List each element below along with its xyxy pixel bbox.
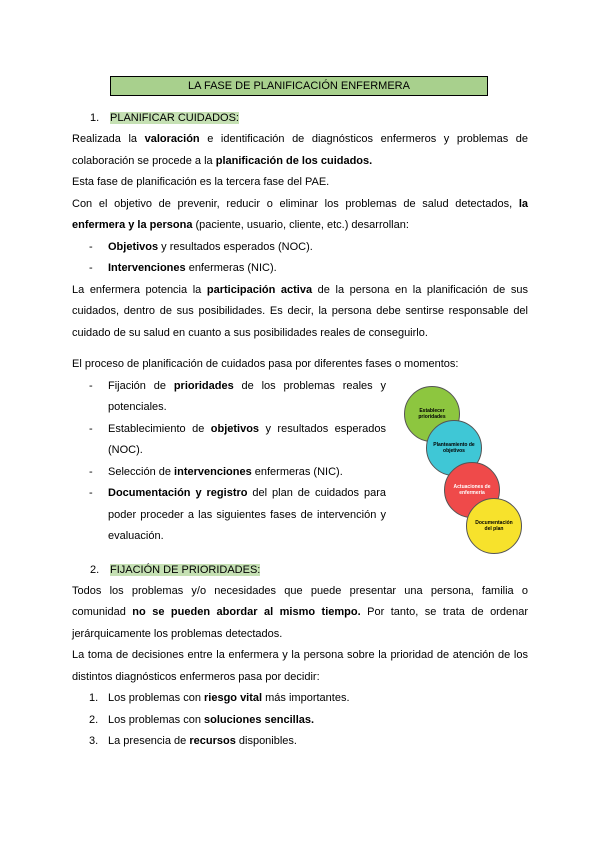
paragraph: cuidados, dentro de sus posibilidades. Es decir, la persona debe sentirse responsable del: [72, 305, 528, 317]
text: Por tanto, se trata de ordenar: [360, 606, 528, 618]
text: Selección de: [108, 465, 175, 478]
section-1-heading: [72, 108, 528, 129]
goals-list: [72, 237, 528, 280]
bold-text: objetivos: [210, 422, 260, 435]
paragraph: [72, 280, 528, 302]
section-2-title: FIJACIÓN DE PRIORIDADES:: [110, 563, 261, 576]
paragraph: El proceso de planificación de cuidados pasa por diferentes fases o momentos:: [72, 358, 459, 370]
section-2-number: 2.: [90, 563, 100, 576]
phase-circle-priorities: Establecer prioridades: [404, 386, 460, 442]
dash: -: [89, 487, 93, 499]
text: Los problemas con: [108, 713, 204, 726]
list-item: [72, 688, 528, 710]
document-page: [72, 76, 528, 753]
text: Los problemas con: [108, 692, 204, 704]
paragraph: distintos diagnósticos enfermeros pasa por decidir:: [72, 670, 320, 683]
text: La enfermera potencia la: [72, 283, 207, 296]
dash: -: [89, 262, 93, 274]
dash: -: [89, 240, 93, 253]
text: (paciente, usuario, cliente, etc.) desarrollan:: [192, 219, 409, 231]
list-number: 3.: [89, 735, 99, 747]
text: más importantes.: [262, 692, 350, 704]
section-1-title: PLANIFICAR CUIDADOS:: [110, 112, 239, 124]
text: Con el objetivo de prevenir, reducir o eliminar los problemas de salud detectados,: [72, 197, 519, 210]
bold-text: no se pueden abordar al mismo tiempo.: [132, 606, 361, 618]
paragraph: [72, 151, 528, 173]
text: enfermeras (NIC).: [185, 262, 277, 274]
text: y resultados esperados (NOC).: [108, 422, 386, 456]
paragraph: La toma de decisiones entre la enfermera y la persona sobre la prioridad de atención de los: [72, 649, 528, 661]
paragraph: Esta fase de planificación es la tercera fase del PAE.: [72, 176, 330, 188]
text: Establecimiento de: [108, 422, 211, 435]
list-item: [72, 419, 386, 462]
bold-text: participación activa: [206, 283, 313, 296]
bold-text: intervenciones: [174, 465, 252, 478]
phase-circle-actions: Actuaciones de enfermería: [444, 462, 500, 518]
text: comunidad: [72, 606, 133, 618]
list-item: [72, 462, 386, 484]
bold-text: prioridades: [173, 379, 234, 392]
text: La presencia de: [108, 735, 190, 747]
dash: -: [89, 379, 93, 392]
section-2-heading: [72, 560, 528, 581]
bold-text: planificación de los cuidados.: [215, 154, 373, 167]
phases-list: [72, 376, 386, 548]
text: de la persona en la planificación de sus: [312, 283, 528, 296]
paragraph: jerárquicamente los problemas detectados.: [72, 627, 283, 640]
phase-circle-documentation: Documentación del plan: [466, 498, 522, 554]
text: Realizada la: [72, 133, 145, 145]
bold-text: Documentación y registro: [108, 487, 248, 499]
paragraph: cuidado de su salud en cuanto a sus posibilidades reales de conseguirlo.: [72, 326, 428, 339]
list-item: [72, 731, 528, 753]
paragraph: Todos los problemas y/o necesidades que puede presentar una persona, familia o: [72, 584, 528, 597]
list-item: [72, 710, 528, 732]
text: Fijación de: [108, 379, 174, 392]
paragraph: [72, 194, 528, 216]
list-item: [72, 258, 528, 280]
phases-block: [72, 376, 528, 548]
bold-text: valoración: [144, 133, 200, 145]
text: colaboración se procede a la: [72, 154, 216, 167]
paragraph: [72, 602, 528, 624]
text: disponibles.: [235, 735, 297, 747]
dash: -: [89, 465, 93, 478]
list-item: [72, 483, 386, 548]
list-item: [72, 237, 528, 259]
planning-phases-diagram: [396, 380, 536, 550]
paragraph: [72, 215, 528, 237]
section-1-number: 1.: [90, 112, 100, 124]
bold-text: Objetivos: [108, 240, 159, 253]
bold-text: soluciones sencillas.: [204, 713, 315, 726]
paragraph: [72, 129, 528, 151]
bold-text: la: [518, 197, 528, 210]
text: de los problemas reales y potenciales.: [108, 379, 386, 413]
text: y resultados esperados (NOC).: [158, 240, 313, 253]
bold-text: enfermera y la persona: [72, 219, 193, 231]
list-number: 1.: [89, 692, 99, 704]
bold-text: riesgo vital: [204, 692, 263, 704]
phase-circle-objectives: Planteamiento de objetivos: [426, 420, 482, 476]
text: del plan de cuidados para poder proceder a las siguientes fases de intervención y evaluación.: [108, 487, 386, 542]
text: enfermeras (NIC).: [251, 465, 343, 478]
bold-text: Intervenciones: [108, 262, 186, 274]
dash: -: [89, 422, 93, 435]
page-title: LA FASE DE PLANIFICACIÓN ENFERMERA: [110, 76, 488, 96]
list-number: 2.: [89, 713, 99, 726]
bold-text: recursos: [189, 735, 236, 747]
priorities-list: [72, 688, 528, 753]
text: e identificación de diagnósticos enfermeros y problemas de: [199, 133, 529, 145]
list-item: [72, 376, 386, 419]
